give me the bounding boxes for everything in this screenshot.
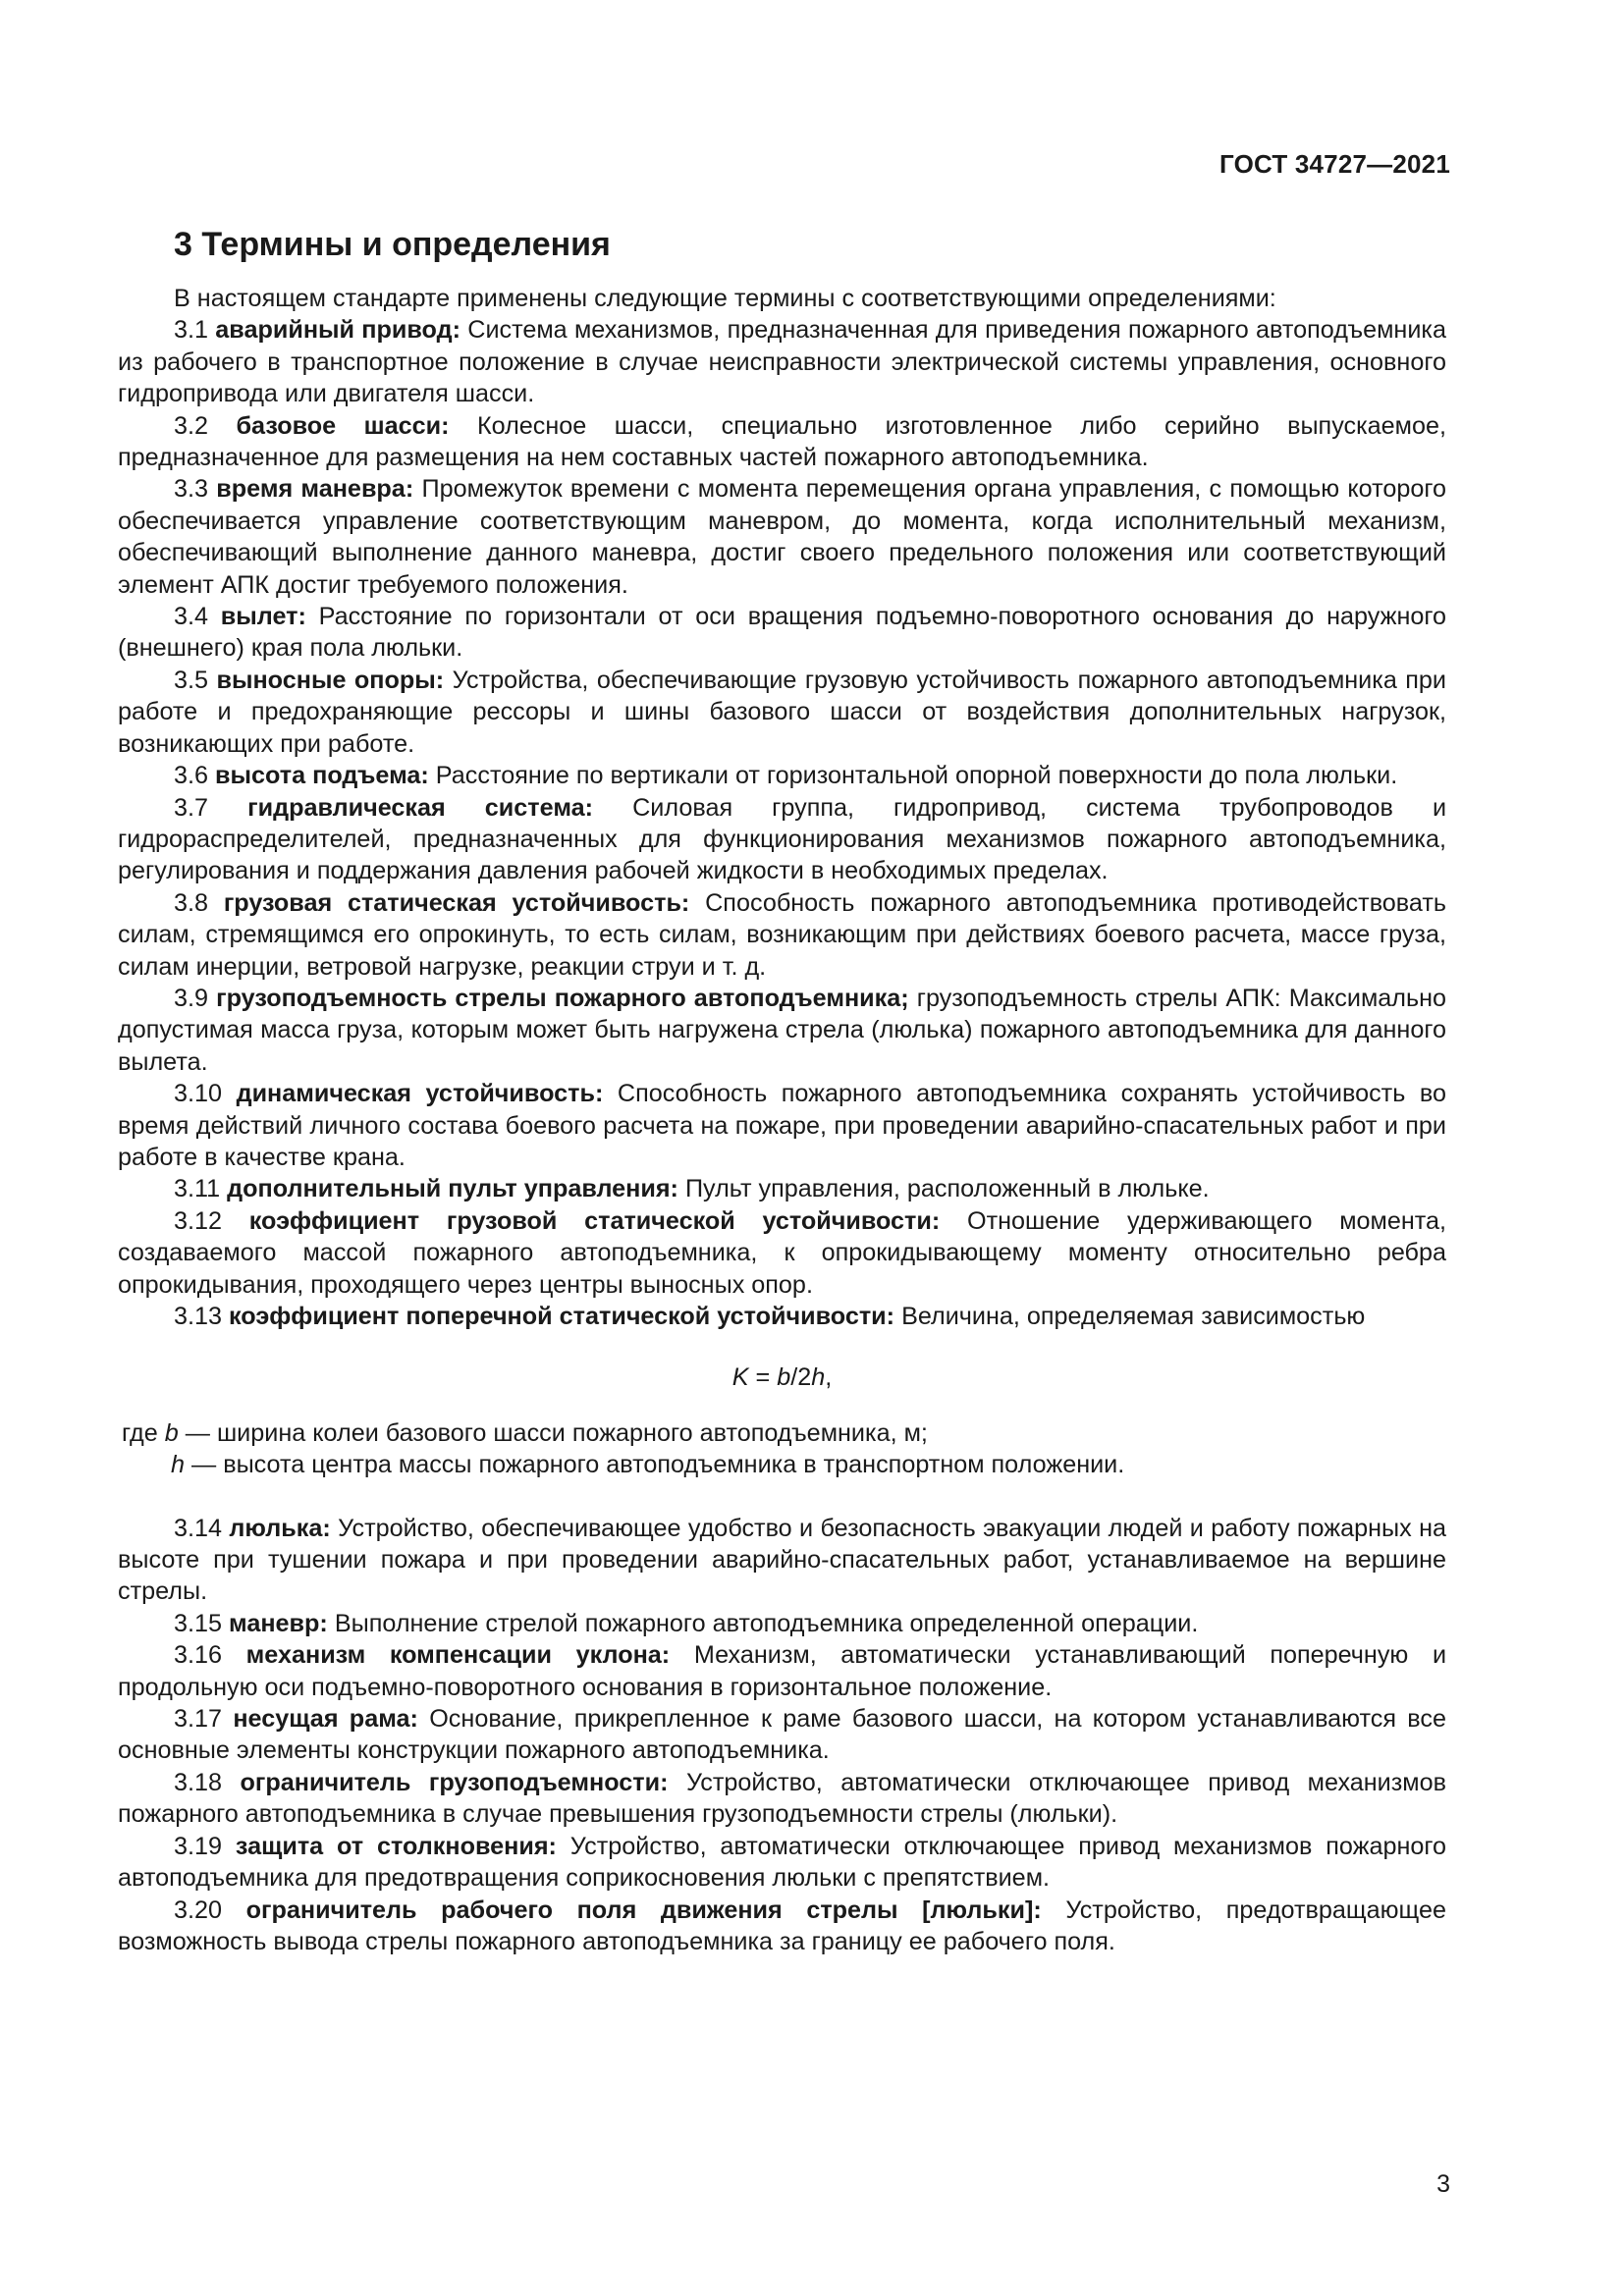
term-definition bbox=[118, 1831, 1446, 1895]
term-name: вылет: bbox=[220, 603, 306, 631]
term-definition bbox=[118, 314, 1446, 409]
term-text: Способность пожарного автоподъемника сохранять устойчивость во время действий личного состава боевого расчета на пожаре, при проведении аварийно-спасательных работ и при работе в качестве крана. bbox=[118, 1080, 1446, 1171]
term-number: 3.15 bbox=[174, 1609, 223, 1637]
term-number: 3.1 bbox=[174, 316, 209, 345]
where-prefix: где bbox=[122, 1418, 165, 1447]
formula-b: b bbox=[777, 1363, 791, 1392]
where-line-h bbox=[118, 1449, 1446, 1480]
term-text: Колесное шасси, специально изготовленное либо серийно выпускаемое, предназначенное для размещения на нем составных частей пожарного автоподъемника. bbox=[118, 411, 1447, 472]
term-definition bbox=[118, 1703, 1446, 1767]
term-text: Способность пожарного автоподъемника противодействовать силам, стремящимся его опрокинуть, то есть силам, возникающим при действиях боевого расчета, массе груза, силам инерции, ветровой нагрузке, реакции струи и т. д. bbox=[118, 888, 1447, 981]
term-definition bbox=[118, 410, 1446, 474]
term-text: Силовая группа, гидропривод, система трубопроводов и гидрораспределителей, предназначенных для функционирования механизмов пожарного автоподъемника, регулирования и поддержания давления рабочей жидкости в необходимых пределах. bbox=[118, 793, 1447, 885]
term-text: Пульт управления, расположенный в люльке. bbox=[684, 1175, 1210, 1203]
term-name: люлька: bbox=[229, 1514, 331, 1542]
term-number: 3.4 bbox=[174, 603, 209, 631]
term-name: базовое шасси: bbox=[236, 411, 450, 440]
term-definition bbox=[118, 792, 1446, 887]
term-number: 3.9 bbox=[174, 984, 209, 1012]
term-text: Устройство, автоматически отключающее привод механизмов пожарного автоподъемника в случае превышения грузоподъемности стрелы (люльки). bbox=[118, 1768, 1446, 1829]
term-text: Система механизмов, предназначенная для приведения пожарного автоподъемника из рабочего в транспортное положение в случае неисправности электрической системы управления, основного гидропривода или двигателя шасси. bbox=[118, 316, 1446, 408]
term-text: Выполнение стрелой пожарного автоподъемника определенной операции. bbox=[334, 1609, 1199, 1637]
term-text: Отношение удерживающего момента, создаваемого массой пожарного автоподъемника, к опрокидывающему моменту относительно ребра опрокидывания, проходящего через центры выносных опор. bbox=[118, 1206, 1447, 1299]
term-number: 3.14 bbox=[174, 1514, 223, 1542]
term-text: Механизм, автоматически устанавливающий поперечную и продольную оси подъемно-поворотного основания в горизонтальное положение. bbox=[118, 1641, 1447, 1701]
term-name: коэффициент поперечной статической устойчивости: bbox=[229, 1303, 895, 1330]
where-var-b: b bbox=[164, 1418, 179, 1447]
term-definition bbox=[118, 1301, 1446, 1332]
term-definition bbox=[118, 473, 1446, 601]
term-definition bbox=[118, 601, 1446, 665]
term-definition bbox=[118, 665, 1446, 760]
term-number: 3.11 bbox=[174, 1175, 221, 1203]
term-number: 3.5 bbox=[174, 666, 209, 694]
formula-slash: /2 bbox=[790, 1363, 812, 1392]
term-number: 3.7 bbox=[174, 793, 209, 822]
term-number: 3.13 bbox=[174, 1303, 223, 1330]
term-definition bbox=[118, 1767, 1446, 1831]
term-definition bbox=[118, 1639, 1446, 1703]
term-number: 3.20 bbox=[174, 1896, 223, 1924]
term-name: грузоподъемность стрелы пожарного автоподъемника; bbox=[216, 984, 909, 1012]
where-text-h: — высота центра массы пожарного автоподъемника в транспортном положении. bbox=[185, 1451, 1125, 1479]
term-name: защита от столкновения: bbox=[235, 1832, 557, 1860]
term-name: грузовая статическая устойчивость: bbox=[223, 888, 690, 917]
page-number: 3 bbox=[1436, 2170, 1450, 2198]
term-name: высота подъема: bbox=[215, 762, 429, 790]
term-text: Величина, определяемая зависимостью bbox=[901, 1303, 1366, 1330]
terms-list-2 bbox=[118, 1513, 1446, 1958]
where-text-b: — ширина колеи базового шасси пожарного автоподъемника, м; bbox=[178, 1418, 928, 1447]
term-text: Расстояние по вертикали от горизонтальной опорной поверхности до пола люльки. bbox=[435, 762, 1398, 790]
terms-body bbox=[118, 283, 1446, 1957]
term-name: коэффициент грузовой статической устойчивости: bbox=[248, 1206, 941, 1235]
term-definition bbox=[118, 1895, 1446, 1958]
term-name: время маневра: bbox=[216, 475, 414, 504]
term-definition bbox=[118, 1513, 1446, 1608]
term-text: Устройство, предотвращающее возможность вывода стрелы пожарного автоподъемника за границу ее рабочего поля. bbox=[118, 1896, 1446, 1955]
term-text: Основание, прикрепленное к раме базового шасси, на котором устанавливаются все основные элементы конструкции пожарного автоподъемника. bbox=[118, 1705, 1447, 1765]
term-name: выносные опоры: bbox=[216, 666, 445, 694]
intro-paragraph: В настоящем стандарте применены следующие термины с соответствующими определениями: bbox=[174, 285, 1276, 312]
section-title: 3 Термины и определения bbox=[174, 226, 611, 263]
term-name: ограничитель рабочего поля движения стрелы [люльки]: bbox=[245, 1896, 1042, 1924]
term-definition bbox=[118, 1173, 1446, 1204]
formula-k: K bbox=[731, 1363, 749, 1392]
term-name: ограничитель грузоподъемности: bbox=[240, 1768, 669, 1796]
term-number: 3.12 bbox=[174, 1206, 223, 1235]
where-line-b bbox=[118, 1417, 1446, 1449]
term-name: дополнительный пульт управления: bbox=[227, 1175, 678, 1203]
formula bbox=[118, 1362, 1446, 1393]
term-name: гидравлическая система: bbox=[247, 793, 594, 822]
term-definition bbox=[118, 1078, 1446, 1173]
term-name: механизм компенсации уклона: bbox=[245, 1641, 671, 1670]
term-name: аварийный привод: bbox=[215, 316, 460, 345]
terms-list bbox=[118, 314, 1446, 1332]
term-number: 3.8 bbox=[174, 888, 209, 917]
term-text: Устройство, автоматически отключающее привод механизмов пожарного автоподъемника для предотвращения соприкосновения люльки с препятствием. bbox=[118, 1832, 1447, 1893]
term-text: Устройства, обеспечивающие грузовую устойчивость пожарного автоподъемника при работе и предохраняющие рессоры и шины базового шасси от воздействия дополнительных нагрузок, возникающих при работе. bbox=[118, 666, 1446, 758]
term-definition bbox=[118, 1205, 1446, 1301]
term-definition bbox=[118, 760, 1446, 791]
term-number: 3.3 bbox=[174, 475, 209, 504]
term-definition bbox=[118, 887, 1446, 983]
term-number: 3.10 bbox=[174, 1080, 223, 1108]
formula-h: h bbox=[811, 1363, 826, 1392]
term-number: 3.19 bbox=[174, 1832, 223, 1860]
term-number: 3.18 bbox=[174, 1768, 223, 1796]
term-text: Промежуток времени с момента перемещения органа управления, с помощью которого обеспечивается управление соответствующим маневром, до момента, когда исполнительный механизм, обеспечивающий выполнение данного маневра, достиг своего предельного положения или соответствующий элемент АПК достиг требуемого положения. bbox=[118, 475, 1447, 599]
where-var-h: h bbox=[171, 1451, 186, 1479]
term-number: 3.17 bbox=[174, 1705, 223, 1734]
term-number: 3.6 bbox=[174, 762, 209, 790]
standard-header: ГОСТ 34727—2021 bbox=[1219, 149, 1450, 179]
term-number: 3.2 bbox=[174, 411, 209, 440]
formula-eq: = bbox=[748, 1363, 778, 1392]
term-name: маневр: bbox=[229, 1609, 328, 1637]
term-name: динамическая устойчивость: bbox=[236, 1080, 604, 1108]
term-text: грузоподъемность стрелы АПК: Максимально допустимая масса груза, которым может быть нагружена стрела (люлька) пожарного автоподъемника для данного вылета. bbox=[118, 984, 1447, 1076]
term-definition bbox=[118, 983, 1446, 1078]
formula-end: , bbox=[825, 1363, 833, 1392]
term-name: несущая рама: bbox=[233, 1705, 418, 1734]
term-text: Устройство, обеспечивающее удобство и безопасность эвакуации людей и работу пожарных на высоте при тушении пожара и при проведении аварийно-спасательных работ, устанавливаемое на вершине стрелы. bbox=[118, 1514, 1447, 1606]
term-text: Расстояние по горизонтали от оси вращения подъемно-поворотного основания до наружного (внешнего) края пола люльки. bbox=[118, 603, 1447, 663]
term-number: 3.16 bbox=[174, 1641, 223, 1670]
term-definition bbox=[118, 1608, 1446, 1639]
